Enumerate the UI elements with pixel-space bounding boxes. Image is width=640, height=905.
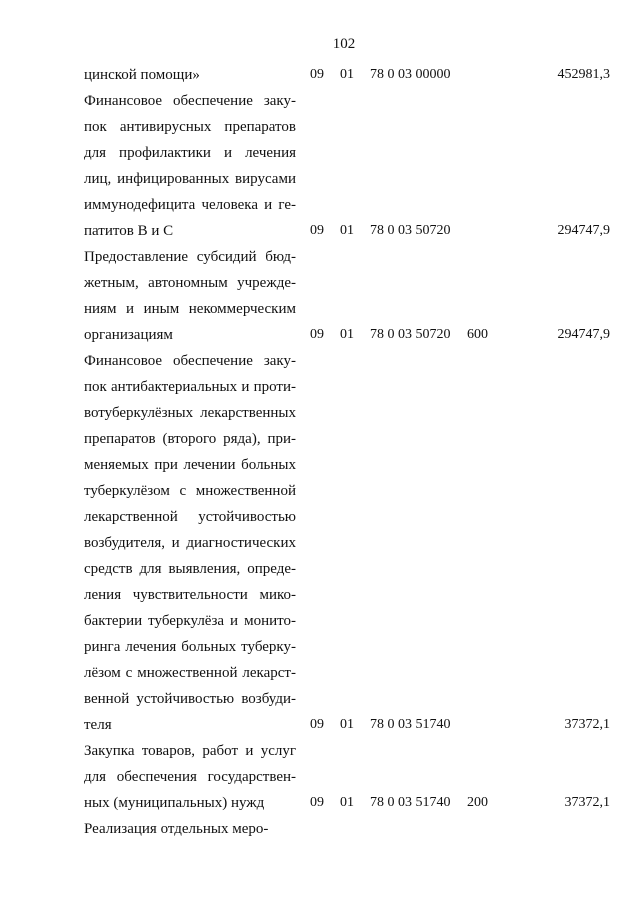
section-code: 09 [310, 67, 324, 82]
description-line: Финансовое обеспечение заку- [84, 93, 296, 109]
target-article-code: 78 0 03 00000 [370, 67, 451, 82]
expense-type-code: 600 [467, 327, 488, 342]
description-line: для обеспечения государствен- [84, 769, 296, 785]
subsection-code: 01 [340, 717, 354, 732]
amount-value: 37372,1 [564, 717, 610, 732]
description-line: венной устойчивостью возбуди- [84, 691, 296, 707]
description-line: теля [84, 717, 112, 733]
amount-value: 294747,9 [557, 223, 610, 238]
subsection-code: 01 [340, 327, 354, 342]
description-line: Предоставление субсидий бюд- [84, 249, 296, 265]
expense-type-code: 200 [467, 795, 488, 810]
description-line: препаратов (второго ряда), при- [84, 431, 296, 447]
row-description [84, 62, 296, 88]
section-code: 09 [310, 717, 324, 732]
table-row [0, 88, 640, 244]
section-code: 09 [310, 223, 324, 238]
description-line: ринга лечения больных туберку- [84, 639, 296, 655]
description-line: ных (муниципальных) нужд [84, 795, 265, 811]
row-description [84, 348, 296, 738]
table-row [0, 816, 640, 842]
description-line: лёзом с множественной лекарст- [84, 665, 296, 681]
target-article-code: 78 0 03 51740 [370, 795, 451, 810]
row-description [84, 88, 296, 244]
description-line: пок антивирусных препаратов [84, 119, 296, 135]
row-description [84, 738, 296, 816]
row-description [84, 244, 296, 348]
description-line: цинской помощи» [84, 67, 200, 83]
description-line: бактерии туберкулёза и монито- [84, 613, 296, 629]
target-article-code: 78 0 03 51740 [370, 717, 451, 732]
description-line: Реализация отдельных меро- [84, 821, 269, 837]
description-line: лекарственной устойчивостью [84, 509, 296, 525]
description-line: пок антибактериальных и проти- [84, 379, 296, 395]
description-line: средств для выявления, опреде- [84, 561, 296, 577]
table-row [0, 244, 640, 348]
description-line: меняемых при лечении больных [84, 457, 296, 473]
description-line: ления чувствительности мико- [84, 587, 296, 603]
description-line: Финансовое обеспечение заку- [84, 353, 296, 369]
subsection-code: 01 [340, 223, 354, 238]
amount-value: 452981,3 [557, 67, 610, 82]
description-line: организациям [84, 327, 173, 343]
table-row [0, 348, 640, 738]
target-article-code: 78 0 03 50720 [370, 327, 451, 342]
scan-edge-artifacts [0, 0, 640, 12]
target-article-code: 78 0 03 50720 [370, 223, 451, 238]
subsection-code: 01 [340, 67, 354, 82]
row-description [84, 816, 296, 842]
table-row [0, 62, 640, 88]
description-line: для профилактики и лечения [84, 145, 296, 161]
table-row [0, 738, 640, 816]
section-code: 09 [310, 327, 324, 342]
subsection-code: 01 [340, 795, 354, 810]
page-number: 102 [332, 36, 356, 52]
description-line: вотуберкулёзных лекарственных [84, 405, 296, 421]
description-line: иммунодефицита человека и ге- [84, 197, 296, 213]
description-line: жетным, автономным учрежде- [84, 275, 296, 291]
description-line: возбудителя, и диагностических [84, 535, 296, 551]
description-line: ниям и иным некоммерческим [84, 301, 296, 317]
description-line: Закупка товаров, работ и услуг [84, 743, 296, 759]
section-code: 09 [310, 795, 324, 810]
amount-value: 37372,1 [564, 795, 610, 810]
amount-value: 294747,9 [557, 327, 610, 342]
description-line: туберкулёзом с множественной [84, 483, 296, 499]
description-line: лиц, инфицированных вирусами [84, 171, 296, 187]
description-line: патитов В и С [84, 223, 174, 239]
